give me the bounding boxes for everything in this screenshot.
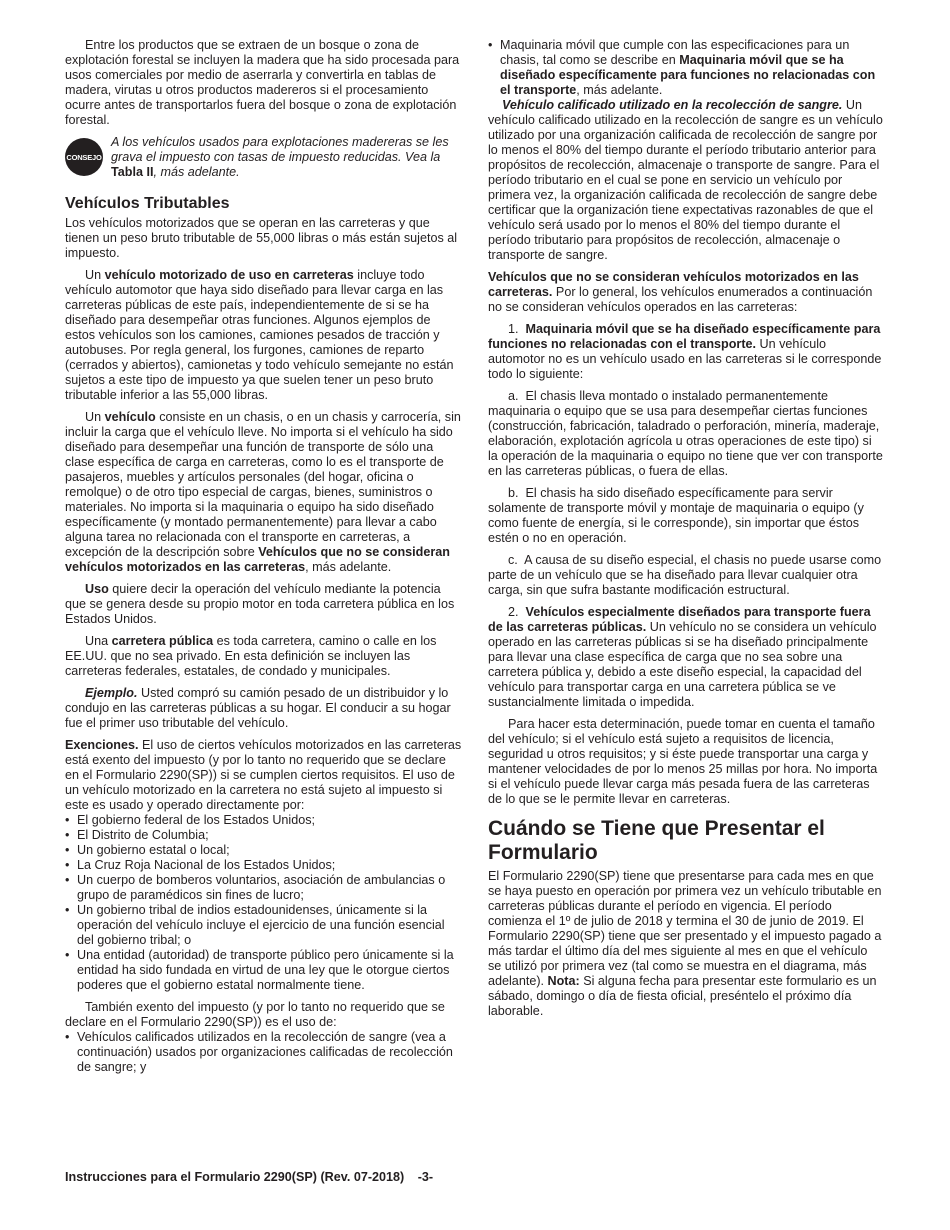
- list-item: • Un gobierno estatal o local;: [65, 843, 463, 858]
- taxable-vehicles-paragraph: Los vehículos motorizados que se operan en las carreteras y que tienen un peso bruto tributable de 55,000 libras o más están sujetos al impuesto.: [65, 216, 458, 260]
- item-1b-paragraph: b. El chasis ha sido diseñado específicamente para servir solamente de transporte móvil y montaje de maquinaria o equipo (y como fuente de energía, si le corresponde), sin importar que éstos estén o no en operación.: [488, 486, 864, 545]
- list-item: • Un cuerpo de bomberos voluntarios, asociación de ambulancias o grupo de paramédicos sin fines de lucro;: [65, 873, 463, 903]
- consejo-icon-label: CONSEJO: [66, 152, 102, 162]
- list-item: • El gobierno federal de los Estados Unidos;: [65, 813, 463, 828]
- exempt-entities-list: [65, 813, 463, 993]
- logging-products-paragraph: Entre los productos que se extraen de un bosque o zona de explotación forestal se incluyen la madera que ha sido procesada para usos comerciales por medio de aserrarla y convertirla en tablas de madera, virutas u otros productos madereros si el procesamiento ocurre antes de transportarlos fuera del bosque o zona de explotación forestal.: [65, 38, 460, 127]
- vehicle-definition-paragraph: Un vehículo consiste en un chasis, o en un chasis y carrocería, sin incluir la carga que el vehículo lleve. No importa si el vehículo ha sido diseñado para desempeñar una función de transporte de sólo una clase específica de carga en carreteras, como lo es el transporte de pasajeros, muebles y artículos personales (del hogar, oficina o remolque) o de otro tipo especial de cargas, bienes, suministros o materiales. No importa si la maquinaria o equipo ha sido diseñado específicamente (y montado permanentemente) para llevar a cabo alguna tarea no relacionada con el transporte en carreteras, a excepción de la descripción sobre Vehículos que no se consideran vehículos motorizados en las carreteras, más adelante.: [65, 410, 461, 574]
- list-item: • Una entidad (autoridad) de transporte público pero únicamente si la entidad ha sido fundada en virtud de una ley que le otorgue ciertos poderes que el gobierno estatal normalmente tiene.: [65, 948, 463, 993]
- left-column: [65, 38, 463, 1082]
- also-exempt-paragraph: También exento del impuesto (y por lo tanto no requerido que se declare en el Formulario 2290(SP)) es el uso de:: [65, 1000, 445, 1029]
- item-1c-paragraph: c. A causa de su diseño especial, el chasis no puede usarse como parte de un vehículo que se ha diseñado para llevar cualquier otra carga, sin que sufra bastante modificación estructural.: [488, 553, 882, 597]
- non-highway-vehicles-paragraph: Vehículos que no se consideran vehículos motorizados en las carreteras. Por lo general, los vehículos enumerados a continuación no se consideran vehículos operados en las carreteras:: [488, 270, 873, 314]
- section-heading-vehiculos-tributables: Vehículos Tributables: [65, 195, 230, 212]
- example-paragraph: Ejemplo. Usted compró su camión pesado de un distribuidor y lo condujo en las carreteras públicas a su hogar. El conducir a su hogar fue el primer uso tributable del vehículo.: [65, 686, 451, 730]
- footer-title: Instrucciones para el Formulario 2290(SP) (Rev. 07-2018): [65, 1170, 405, 1184]
- tip-text: A los vehículos usados para explotaciones madereras se les grava el impuesto con tasas de impuesto reducidas. Vea la Tabla II, más adelante.: [111, 135, 449, 179]
- exemptions-paragraph: Exenciones. El uso de ciertos vehículos motorizados en las carreteras está exento del impuesto (y por lo tanto no requerido que se declare en el Formulario 2290(SP)) si se cumplen ciertos requisitos. El uso de un vehículo motorizado en la carretera no está sujeto al impuesto si este es usado y operado directamente por:: [65, 738, 462, 812]
- tip-box: [65, 135, 463, 180]
- public-highway-paragraph: Una carretera pública es toda carretera, camino o calle en los EE.UU. que no sea privado. En esta definición se incluyen las carreteras federales, estatales, de condado y municipales.: [65, 634, 437, 678]
- mobile-machinery-bullet: [488, 38, 884, 98]
- list-item: • Vehículos calificados utilizados en la recolección de sangre (vea a continuación) usados por organizaciones calificadas de recolección de sangre; y: [65, 1030, 463, 1075]
- item-1a-paragraph: a. El chasis lleva montado o instalado permanentemente maquinaria o equipo que se usa para desempeñar ciertas funciones (construcción, fabricación, taladrado o perforación, minería, maderaje, elaboración, explotación agrícola u otras operaciones de este tipo) si la operación de la maquinaria o equipo no tiene que ver con transporte en las carreteras públicas, o fuera de ellas.: [488, 389, 883, 478]
- right-column: [488, 38, 884, 1026]
- tabla-ii-reference: Tabla II: [111, 165, 154, 179]
- list-item: • La Cruz Roja Nacional de los Estados Unidos;: [65, 858, 463, 873]
- determination-paragraph: Para hacer esta determinación, puede tomar en cuenta el tamaño del vehículo; si el vehículo está sujeto a requisitos de licencia, seguridad u otros requisitos; y si éste puede transportar una carga y mantener velocidades de por lo menos 25 millas por hora. No importa si el vehículo puede llevar carga más pesada fuera de las carreteras de lo que se le permite llevar en carreteras.: [488, 717, 878, 806]
- item-1-paragraph: 1. Maquinaria móvil que se ha diseñado específicamente para funciones no relacionadas con el transporte. Un vehículo automotor no es un vehículo usado en las carreteras si le corresponde todo lo siguiente:: [488, 322, 882, 381]
- also-exempt-list: [65, 1030, 463, 1075]
- use-definition-paragraph: Uso quiere decir la operación del vehículo mediante la potencia que se genera desde su propio motor en toda carretera pública en los Estados Unidos.: [65, 582, 455, 626]
- section-heading-cuando-presentar: Cuándo se Tiene que Presentar el Formulario: [488, 817, 825, 864]
- highway-motor-vehicle-paragraph: Un vehículo motorizado de uso en carreteras incluye todo vehículo automotor que haya sido diseñado para llevar carga en las carreteras públicas de este país, independientemente de si se ha diseñado para desempeñar otras funciones. Algunos ejemplos de estos vehículos son los camiones, camiones pesados de tracción y autobuses. Por regla general, los furgones, camiones de reparto (cerrados y abiertos), camionetas y todo vehículo semejante no están sujetos a este tipo de impuesto ya que suelen tener un peso bruto tributable inferior a las 55,000 libras.: [65, 268, 454, 402]
- when-to-file-paragraph: El Formulario 2290(SP) tiene que presentarse para cada mes en que se haya puesto en operación por primera vez un vehículo tributable en carreteras públicas durante el período en vigencia. El período comienza el 1º de julio de 2018 y termina el 30 de junio de 2019. El Formulario 2290(SP) tiene que ser presentado y el impuesto pagado a más tardar el último día del mes siguiente al mes en que el vehículo se utilizó por primera vez (tal como se muestra en el diagrama, más adelante). Nota: Si alguna fecha para presentar este formulario es un sábado, domingo o día de fiesta oficial, preséntelo el próximo día laborable.: [488, 869, 882, 1018]
- list-item: • El Distrito de Columbia;: [65, 828, 463, 843]
- page-footer: [65, 1170, 433, 1185]
- list-item: • Un gobierno tribal de indios estadounidenses, únicamente si la operación del vehículo incluye el ejercicio de una función esencial del gobierno tribal; o: [65, 903, 463, 948]
- blood-collector-paragraph: Vehículo calificado utilizado en la recolección de sangre. Un vehículo calificado utilizado en la recolección de sangre es un vehículo utilizado por una organización calificada de recolección de sangre por lo menos el 80% del tiempo durante el período tributario anterior para propósitos de recolección, almacenaje o transporte de sangre. Para el período tributario en el cual se pone en servicio un vehículo por primera vez, la organización calificada de recolección de sangre debe certificar que la organización tiene expectativas razonables de que el vehículo será usado por lo menos el 80% del tiempo durante el período tributario para propósitos de recolección, almacenaje o transporte de sangre.: [488, 98, 883, 262]
- consejo-icon: [65, 138, 103, 176]
- page-number: -3-: [417, 1170, 434, 1184]
- list-item: • Maquinaria móvil que cumple con las especificaciones para un chasis, tal como se describe en Maquinaria móvil que se ha diseñado específicamente para funciones no relacionadas con el transporte, más adelante.: [488, 38, 884, 98]
- item-2-paragraph: 2. Vehículos especialmente diseñados para transporte fuera de las carreteras públicas. Un vehículo no se considera un vehículo operado en las carreteras públicas si se ha diseñado principalmente para llevar una clase específica de carga que no sea sobre una carretera pública y, debido a este diseño especial, la capacidad del vehículo para transportar carga en una carretera pública se ve sustancialmente limitada o impedida.: [488, 605, 877, 709]
